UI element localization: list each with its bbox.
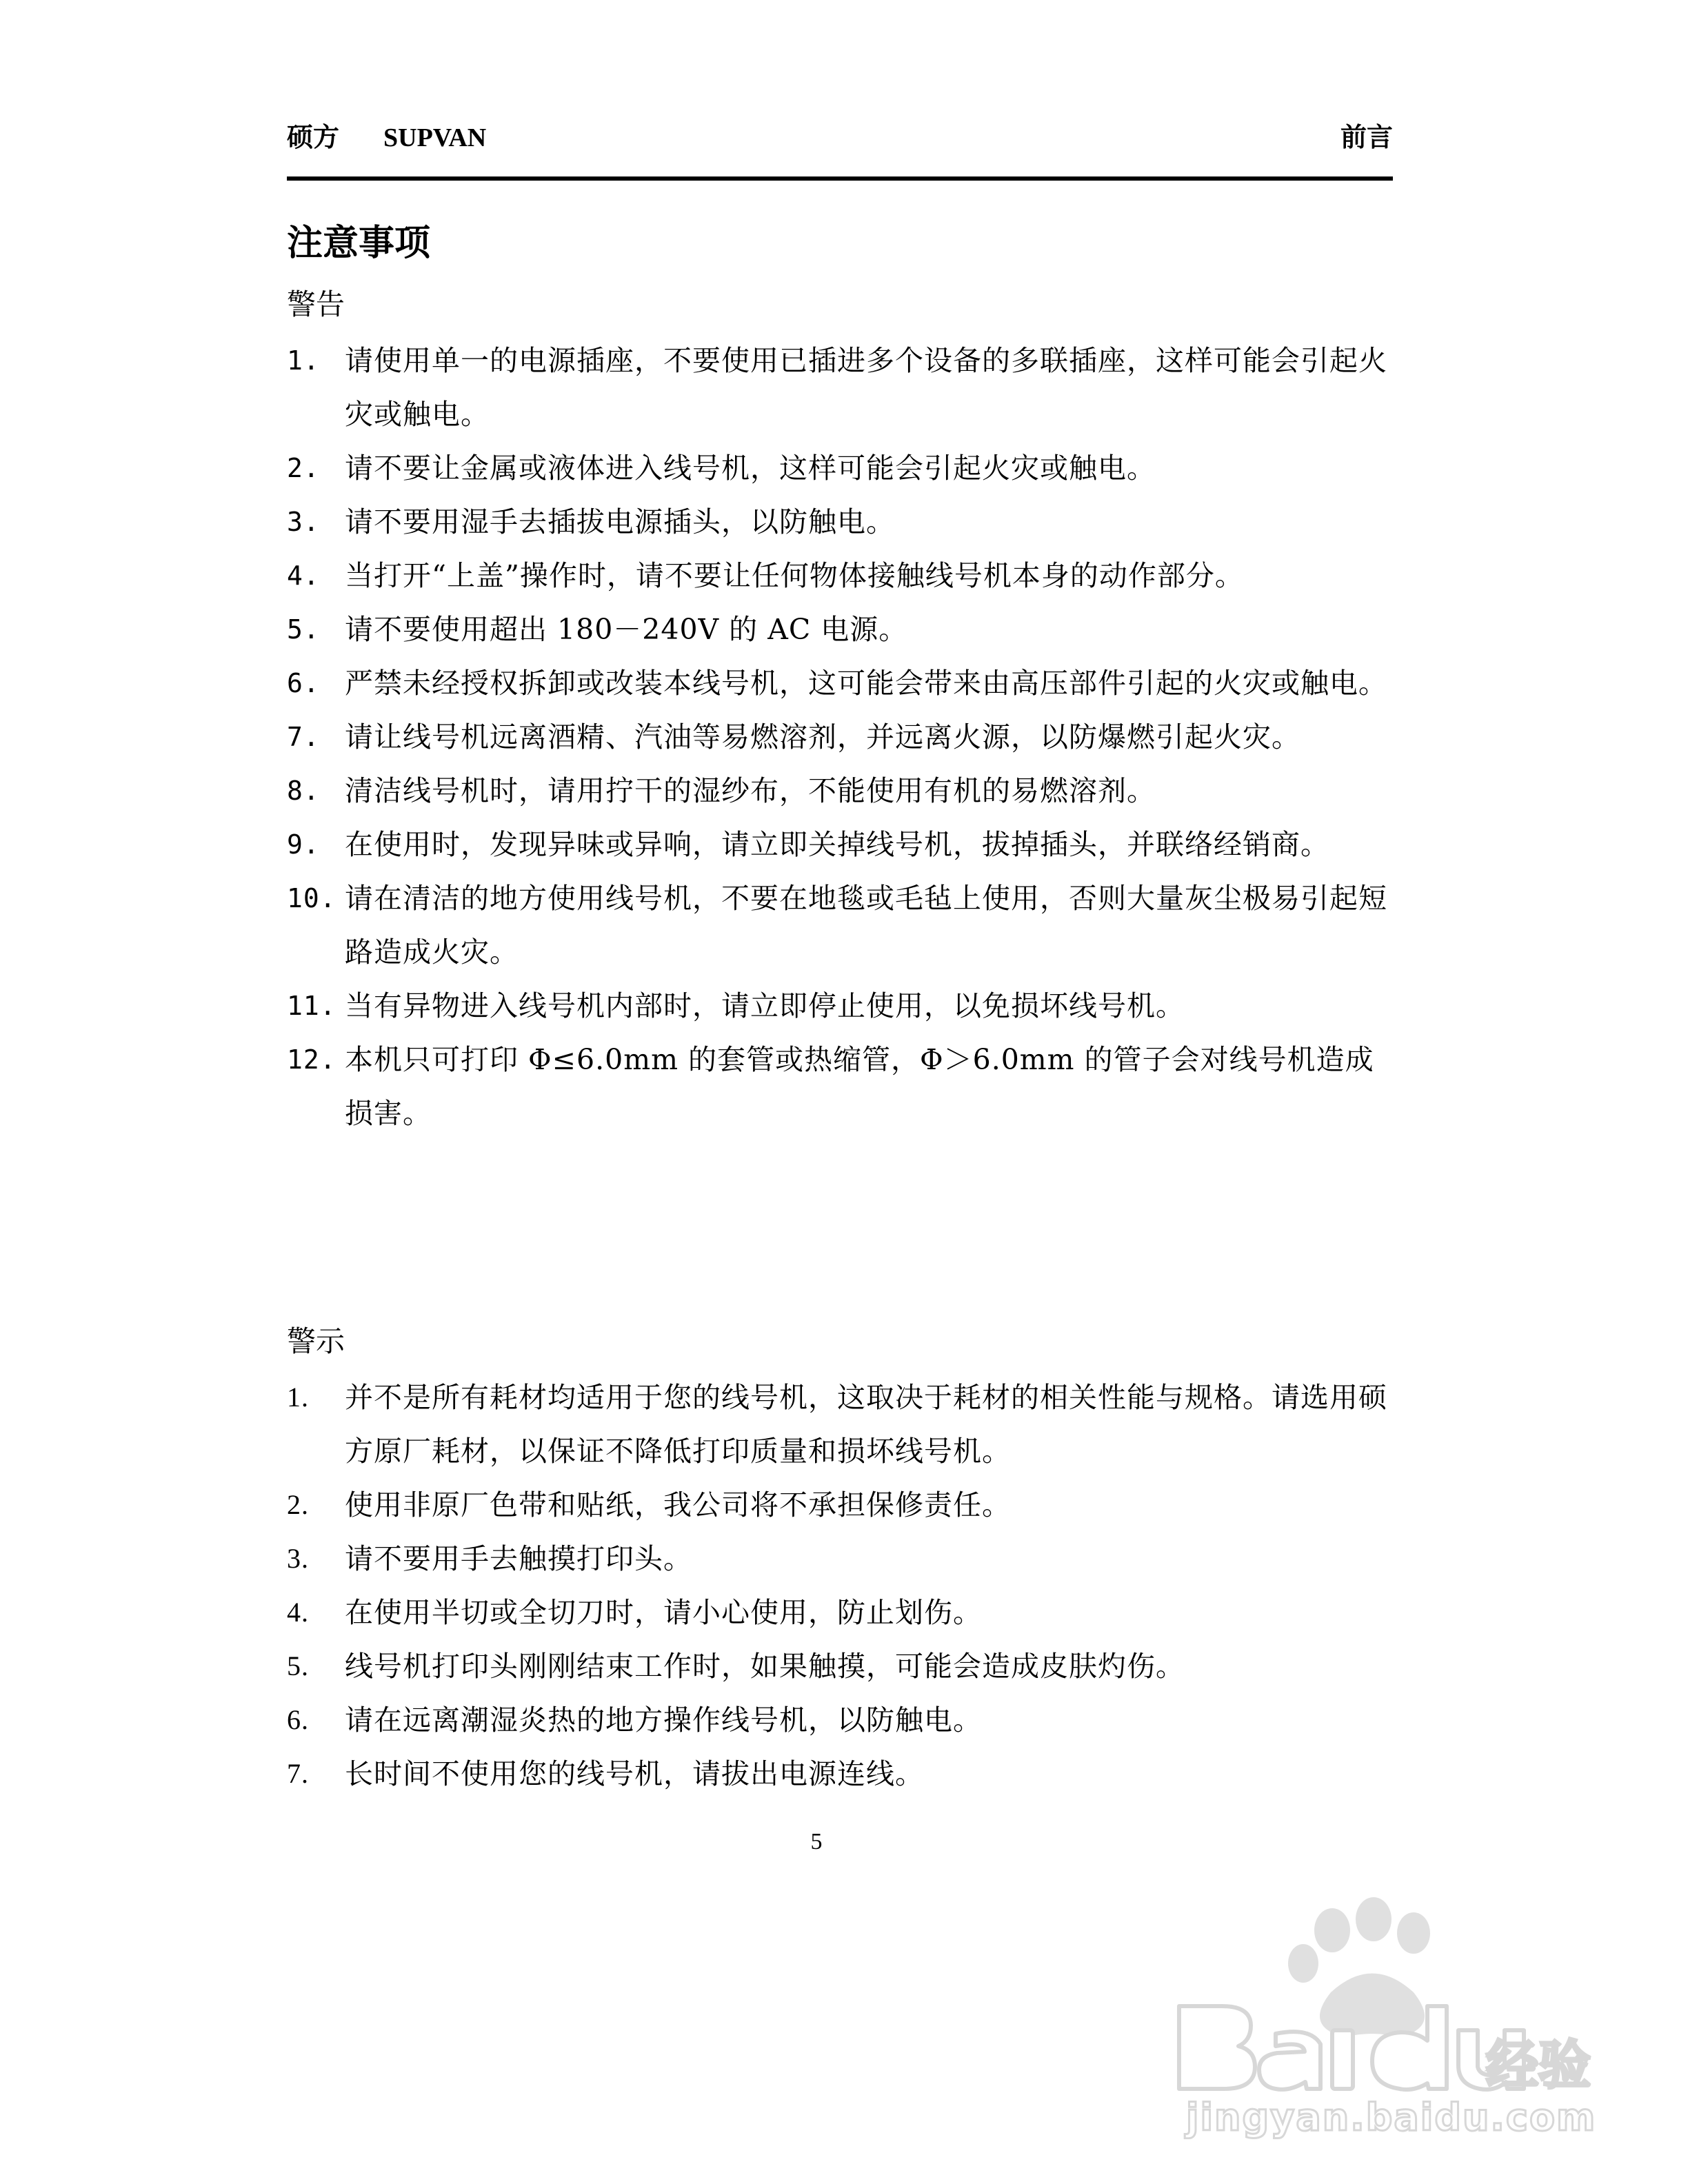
item-text: 严禁未经授权拆卸或改装本线号机，这可能会带来由高压部件引起的火灾或触电。 xyxy=(345,667,1387,700)
item-text: 清洁线号机时，请用拧干的湿纱布，不能使用有机的易燃溶剂。 xyxy=(345,774,1156,807)
item-number: 1. xyxy=(287,1382,309,1413)
watermark-url: jingyan.baidu.com xyxy=(1186,2096,1597,2139)
page-header xyxy=(287,119,1393,157)
warning-item xyxy=(287,710,1397,764)
warning-label: 警告 xyxy=(287,287,345,321)
item-text: 请不要使用超出 180－240V 的 AC 电源。 xyxy=(345,613,908,646)
page-title: 注意事项 xyxy=(287,223,431,264)
item-text: 线号机打印头刚刚结束工作时，如果触摸，可能会造成皮肤灼伤。 xyxy=(345,1650,1185,1683)
item-text: 请让线号机远离酒精、汽油等易燃溶剂，并远离火源，以防爆燃引起火灾。 xyxy=(345,720,1300,754)
header-divider xyxy=(287,176,1393,181)
item-number: 6. xyxy=(287,1704,309,1735)
item-number: 9. xyxy=(287,829,320,860)
warning-list xyxy=(287,334,1397,1140)
item-text: 当有异物进入线号机内部时，请立即停止使用，以免损坏线号机。 xyxy=(345,989,1185,1022)
item-text: 请不要用手去触摸打印头。 xyxy=(345,1542,692,1575)
warning-item xyxy=(287,334,1397,441)
warning-item xyxy=(287,441,1397,495)
page-number: 5 xyxy=(810,1829,823,1854)
warning-item xyxy=(287,656,1397,710)
item-text: 本机只可打印 Φ≤6.0mm 的套管或热缩管，Φ＞6.0mm 的管子会对线号机造成损害。 xyxy=(345,1043,1374,1130)
item-number: 2. xyxy=(287,1489,309,1520)
caution-item xyxy=(287,1532,1397,1586)
item-number: 12. xyxy=(287,1044,336,1075)
warning-item xyxy=(287,495,1397,549)
item-text: 在使用时，发现异味或异响，请立即关掉线号机，拔掉插头，并联络经销商。 xyxy=(345,828,1329,861)
item-number: 3. xyxy=(287,507,320,537)
caution-item xyxy=(287,1747,1397,1801)
header-company-name: 硕方 xyxy=(287,123,340,152)
item-number: 11. xyxy=(287,991,336,1021)
item-number: 5. xyxy=(287,1650,309,1681)
caution-item xyxy=(287,1639,1397,1693)
warning-item xyxy=(287,764,1397,818)
caution-item xyxy=(287,1371,1397,1478)
item-text: 请在清洁的地方使用线号机，不要在地毯或毛毡上使用，否则大量灰尘极易引起短路造成火灾。 xyxy=(345,882,1387,969)
warning-item xyxy=(287,603,1397,656)
item-text: 请不要用湿手去插拔电源插头，以防触电。 xyxy=(345,505,895,538)
item-number: 3. xyxy=(287,1543,309,1574)
item-text: 在使用半切或全切刀时，请小心使用，防止划伤。 xyxy=(345,1596,982,1629)
item-number: 6. xyxy=(287,668,320,698)
item-text: 并不是所有耗材均适用于您的线号机，这取决于耗材的相关性能与规格。请选用硕方原厂耗材，以保证不降低打印质量和损坏线号机。 xyxy=(345,1381,1387,1468)
item-number: 8. xyxy=(287,776,320,806)
item-number: 4. xyxy=(287,1597,309,1628)
baidu-jingyan-watermark xyxy=(1172,1889,1600,2151)
item-text: 当打开“上盖”操作时，请不要让任何物体接触线号机本身的动作部分。 xyxy=(345,559,1244,592)
item-number: 10. xyxy=(287,883,336,913)
caution-label: 警示 xyxy=(287,1324,345,1358)
header-brand: SUPVAN xyxy=(383,123,487,152)
caution-list xyxy=(287,1371,1397,1801)
item-text: 请不要让金属或液体进入线号机，这样可能会引起火灾或触电。 xyxy=(345,452,1156,485)
item-number: 1. xyxy=(287,345,320,376)
warning-item xyxy=(287,1033,1397,1140)
item-number: 5. xyxy=(287,614,320,645)
caution-item xyxy=(287,1586,1397,1639)
item-number: 4. xyxy=(287,560,320,591)
svg-text:经验: 经验 xyxy=(1486,2034,1591,2096)
warning-item xyxy=(287,979,1397,1033)
item-number: 7. xyxy=(287,1758,309,1789)
warning-item xyxy=(287,871,1397,979)
warning-item xyxy=(287,549,1397,603)
caution-item xyxy=(287,1693,1397,1747)
header-section-title: 前言 xyxy=(1340,123,1393,152)
item-number: 2. xyxy=(287,453,320,483)
header-company xyxy=(287,119,486,157)
item-number: 7. xyxy=(287,722,320,752)
item-text: 使用非原厂色带和贴纸，我公司将不承担保修责任。 xyxy=(345,1488,1011,1521)
item-text: 请使用单一的电源插座，不要使用已插进多个设备的多联插座，这样可能会引起火灾或触电。 xyxy=(345,344,1387,431)
item-text: 长时间不使用您的线号机，请拔出电源连线。 xyxy=(345,1757,924,1790)
caution-item xyxy=(287,1478,1397,1532)
warning-item xyxy=(287,818,1397,871)
item-text: 请在远离潮湿炎热的地方操作线号机，以防触电。 xyxy=(345,1703,982,1737)
